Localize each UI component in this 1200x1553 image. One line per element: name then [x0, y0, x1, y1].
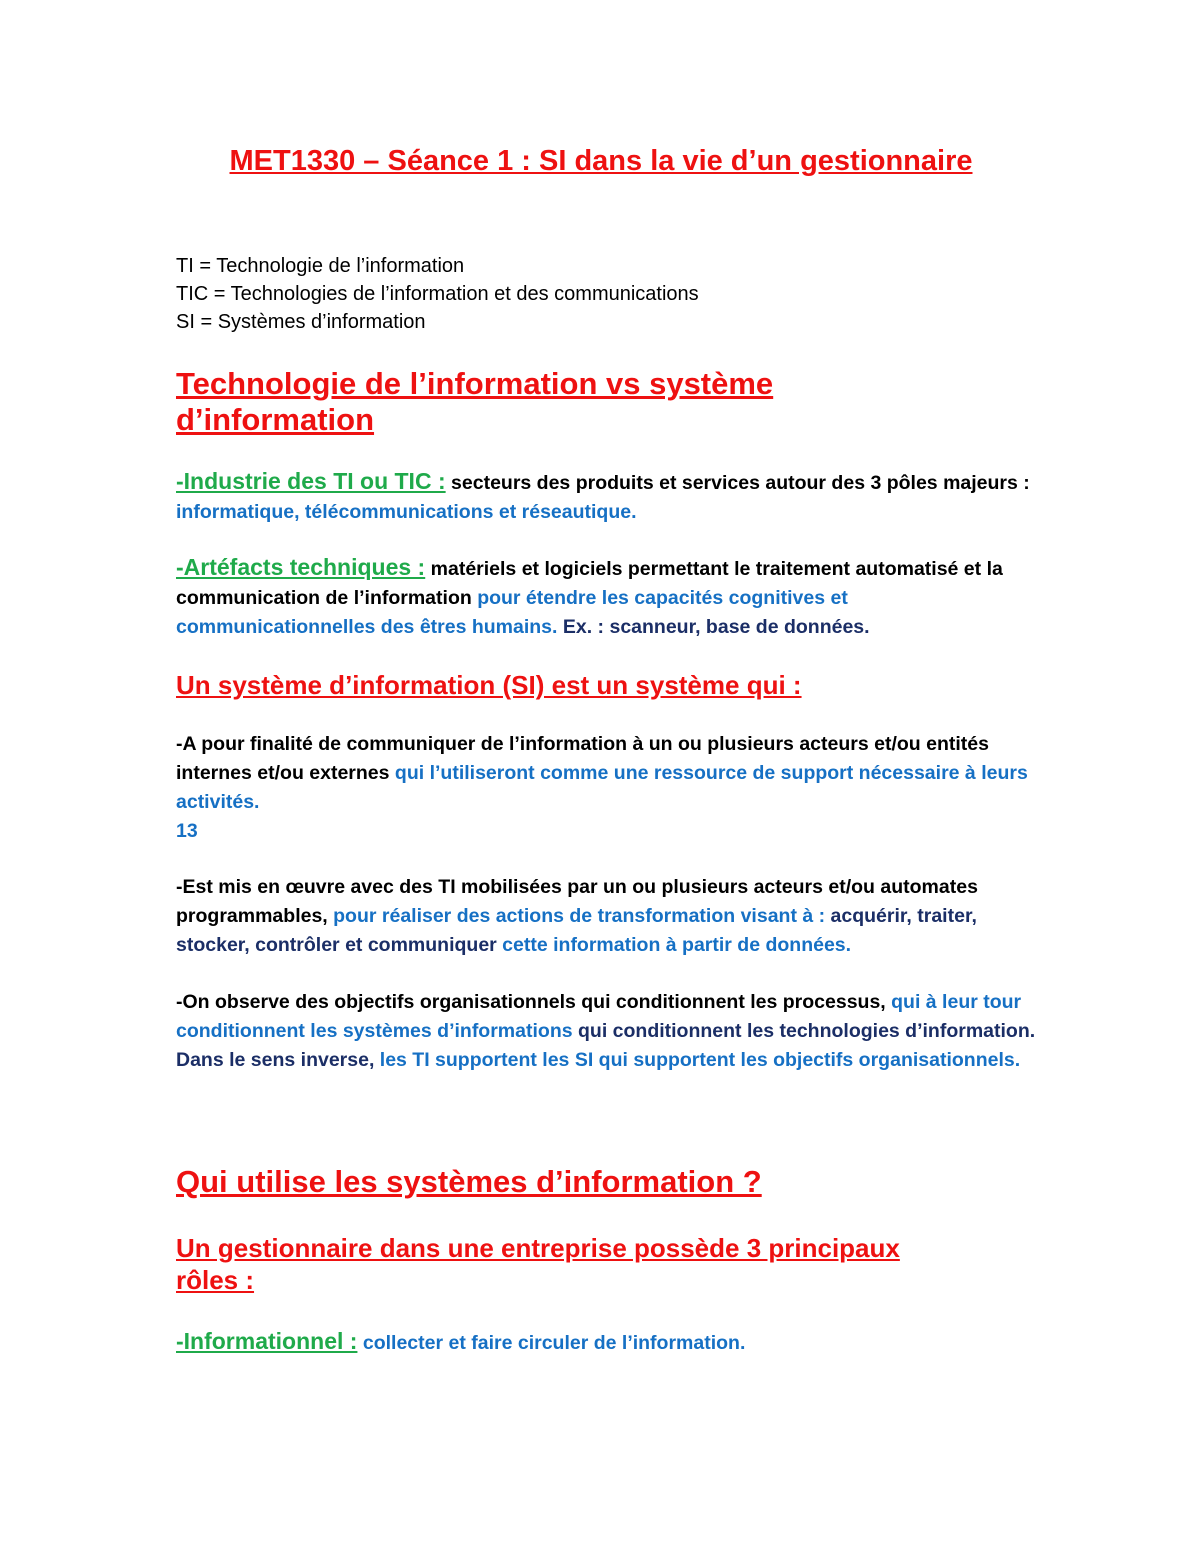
text-finalite: -A pour finalité de communiquer de l’information à un ou plusieurs acteurs et/ou entités internes et/ou externes — [176, 733, 989, 784]
subheading-roles: Un gestionnaire dans une entreprise possède 3 principaux rôles : — [176, 1233, 900, 1295]
example-artefacts: Ex. : scanneur, base de données. — [557, 616, 870, 638]
abbreviation-si: SI = Systèmes d’information — [176, 311, 426, 333]
number-13: 13 — [176, 820, 198, 842]
blue-objectifs-2: les TI supportent les SI qui supportent les objectifs organisationnels. — [379, 1049, 1021, 1071]
abbreviation-tic: TIC = Technologies de l’information et des communications — [176, 283, 699, 305]
blue-objectifs-1: qui à leur tour conditionnent les systèmes d’informations — [176, 991, 1022, 1042]
text-industrie: secteurs des produits et services autour des 3 pôles majeurs : — [445, 472, 1030, 494]
text-mise-en-oeuvre: -Est mis en œuvre avec des TI mobilisées par un ou plusieurs acteurs et/ou automates programmables, — [176, 876, 978, 927]
blue-artefacts: pour étendre les capacités cognitives et communicationnelles des êtres humains. — [176, 587, 848, 638]
lead-artefacts: -Artéfacts techniques : — [176, 554, 426, 580]
abbreviation-ti: TI = Technologie de l’information — [176, 255, 465, 277]
paragraph-finalite — [176, 730, 1036, 846]
blue-mise-en-oeuvre-1: pour réaliser des actions de transformation visant à : — [333, 905, 826, 927]
section-heading-si-definition: Un système d’information (SI) est un système qui : — [176, 670, 802, 700]
blue-informationnel: collecter et faire circuler de l’information. — [357, 1332, 746, 1354]
paragraph-mise-en-oeuvre — [176, 873, 1036, 960]
dark-objectifs: qui conditionnent les technologies d’information. Dans le sens inverse, — [176, 1020, 1036, 1071]
blue-mise-en-oeuvre-2: cette information à partir de données. — [502, 934, 852, 956]
section-heading-who-uses-si: Qui utilise les systèmes d’information ? — [176, 1164, 762, 1199]
paragraph-objectifs — [176, 988, 1036, 1075]
section-heading-ti-vs-si: Technologie de l’information vs système d’information — [176, 366, 774, 437]
lead-industrie: -Industrie des TI ou TIC : — [176, 468, 446, 494]
abbreviation-list — [176, 252, 1036, 336]
dark-mise-en-oeuvre: acquérir, traiter, stocker, contrôler et communiquer — [176, 905, 977, 956]
blue-industrie: informatique, télécommunications et réseautique. — [176, 501, 637, 523]
paragraph-informationnel — [176, 1327, 1036, 1358]
text-objectifs: -On observe des objectifs organisationnels qui conditionnent les processus, — [176, 991, 892, 1013]
paragraph-artefacts — [176, 553, 1036, 642]
text-artefacts: matériels et logiciels permettant le traitement automatisé et la communication de l’information — [176, 558, 1003, 609]
paragraph-industrie-ti — [176, 467, 1036, 527]
blue-finalite: qui l’utiliseront comme une ressource de support nécessaire à leurs activités. — [176, 762, 1028, 813]
document-title: MET1330 – Séance 1 : SI dans la vie d’un gestionnaire — [229, 145, 973, 177]
lead-informationnel: -Informationnel : — [176, 1328, 358, 1354]
